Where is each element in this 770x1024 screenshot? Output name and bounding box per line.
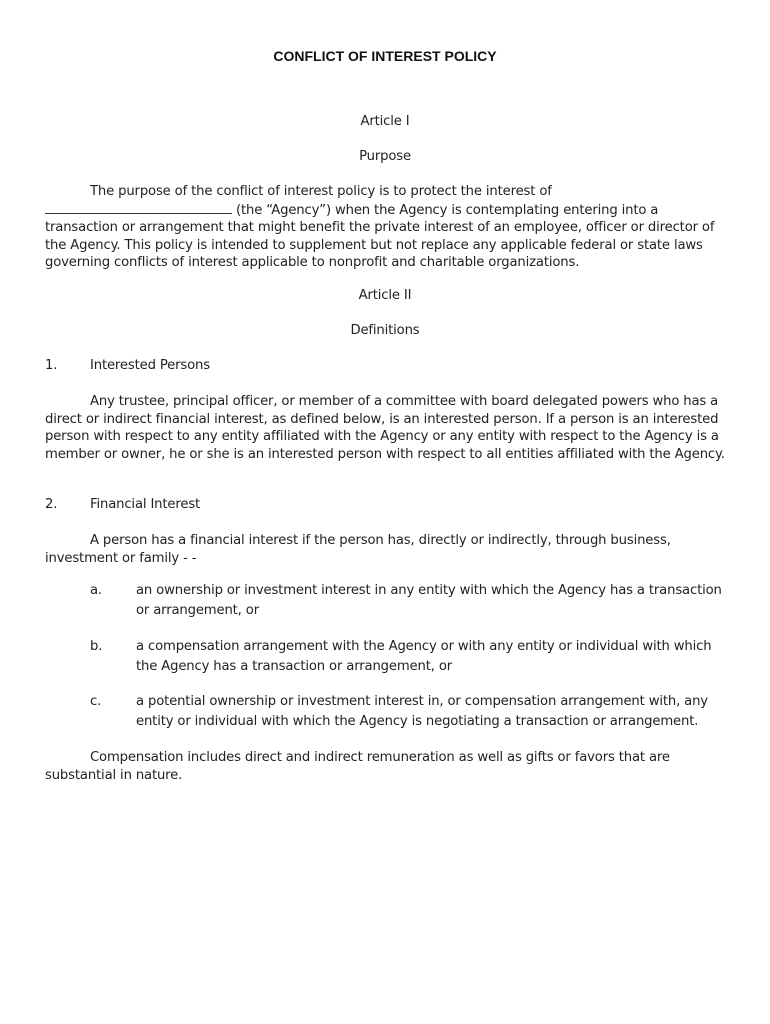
- section-2-heading: [45, 496, 725, 514]
- list-item-c: [90, 692, 730, 731]
- list-item-text: an ownership or investment interest in any entity with which the Agency has a transaction or arrangement, or: [136, 583, 722, 618]
- article-2-label: Article II: [358, 288, 412, 303]
- purpose-rest: (the “Agency”) when the Agency is contemplating entering into a transaction or arrangement that might benefit the private interest of an employee, officer or director of the Agency. This policy is intended to supplement but not replace any applicable federal or state laws governing conflicts of interest applicable to nonprofit and charitable organizations.: [45, 202, 715, 270]
- interested-persons-paragraph: Any trustee, principal officer, or member of a committee with board delegated powers who has a direct or indirect financial interest, as defined below, is an interested person. If a person is an interested person with respect to any entity affiliated with the Agency or any entity with respect to the Agency is a member or owner, he or she is an interested person with respect to all entities affiliated with the Agency.: [45, 394, 725, 462]
- list-item-letter: b.: [90, 639, 103, 654]
- purpose-paragraph: [45, 183, 725, 272]
- article-2-heading: Definitions: [350, 323, 420, 338]
- section-2-title: Financial Interest: [90, 497, 201, 512]
- compensation-paragraph: Compensation includes direct and indirect remuneration as well as gifts or favors that are substantial in nature.: [45, 750, 670, 783]
- article-1-label: Article I: [360, 114, 410, 129]
- section-1-title: Interested Persons: [90, 358, 210, 373]
- list-item-letter: c.: [90, 694, 102, 709]
- list-item-text: a potential ownership or investment interest in, or compensation arrangement with, any entity or individual with which the Agency is negotiating a transaction or arrangement.: [136, 694, 708, 729]
- agency-name-blank[interactable]: [45, 201, 232, 214]
- list-item-letter: a.: [90, 583, 102, 598]
- document-title: CONFLICT OF INTEREST POLICY: [273, 48, 497, 64]
- section-1-number: 1.: [45, 358, 58, 373]
- list-item-b: [90, 637, 730, 676]
- section-1-heading: [45, 357, 725, 375]
- list-item-a: [90, 581, 730, 620]
- section-2-number: 2.: [45, 497, 58, 512]
- purpose-first-line: The purpose of the conflict of interest policy is to protect the interest of: [90, 184, 552, 199]
- article-1-heading: Purpose: [359, 149, 411, 164]
- list-item-text: a compensation arrangement with the Agency or with any entity or individual with which the Agency has a transaction or arrangement, or: [136, 639, 712, 674]
- financial-interest-paragraph: A person has a financial interest if the person has, directly or indirectly, through business, investment or family - -: [45, 533, 671, 566]
- purpose-body: [45, 201, 725, 272]
